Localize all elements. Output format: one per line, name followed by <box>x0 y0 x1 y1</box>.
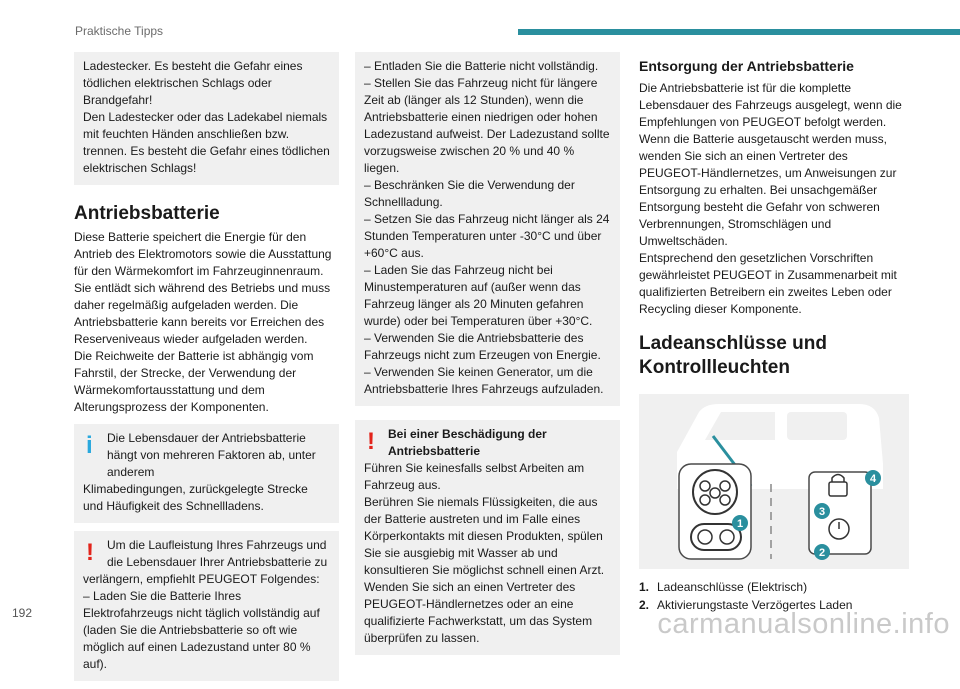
warning-rest: verlängern, empfiehlt PEUGEOT Folgendes: <box>83 572 320 586</box>
column-3 <box>639 52 909 615</box>
info-icon: i <box>86 432 93 459</box>
warning-first-line: Um die Laufleistung Ihres Fahrzeugs und die Lebensdauer Ihrer Antriebsbatterie zu <box>107 538 328 569</box>
damage-warning-line: Berühren Sie niemals Flüssigkeiten, die aus der Batterie austreten und im Falle eines Körperkontakts mit diesen Produkten, spülen Sie sie ausgiebig mit Wasser ab und konsultieren Sie möglichst schnell einen Arzt. <box>364 495 605 577</box>
warning-continuation-box <box>74 52 339 185</box>
paragraph: Die Reichweite der Batterie ist abhängig vom Fahrstil, der Strecke, der Verwendung der Wärmekomfortausstattung und dem Alterungsprozess der Komponenten. <box>74 349 314 414</box>
recommendation-item: – Laden Sie das Fahrzeug nicht bei Minustemperaturen auf (außer wenn das Fahrzeug länger als 20 Minuten gefahren wurde) oder bei Temperaturen über +30°C. <box>364 263 593 328</box>
ac-connector <box>693 470 737 514</box>
section-title-entsorgung: Entsorgung der Antriebsbatterie <box>639 58 854 74</box>
legend-number: 2. <box>639 598 650 612</box>
body-text <box>74 229 339 416</box>
section-title-ladeanschluesse: Ladeanschlüsse und Kontrollleuchten <box>639 333 827 378</box>
recommendation-box <box>355 52 620 406</box>
paragraph: Die Antriebsbatterie ist für die komplette Lebensdauer des Fahrzeugs ausgelegt, wenn die Empfehlungen von PEUGEOT befolgt werden. <box>639 81 902 129</box>
header-rule <box>518 29 960 35</box>
recommendation-item: – Beschränken Sie die Verwendung der Schnellladung. <box>364 178 575 209</box>
column-1 <box>74 52 339 689</box>
info-first-line: Die Lebensdauer der Antriebsbatterie hängt von mehreren Faktoren ab, unter anderem <box>107 431 316 479</box>
charging-port-figure <box>639 394 909 569</box>
damage-warning-title: Bei einer Beschädigung der Antriebsbatterie <box>388 427 547 458</box>
page-number: 192 <box>12 606 33 620</box>
callout-3-label: 3 <box>818 506 826 518</box>
legend-text: Aktivierungstaste Verzögertes Laden <box>657 598 853 612</box>
warning-item: – Laden Sie die Batterie Ihres Elektrofahrzeugs nicht täglich vollständig auf (laden Sie die Antriebsbatterie so oft wie möglich auf einen Ladezustand unter 80 % auf). <box>83 589 320 671</box>
body-text <box>639 80 909 318</box>
callout-4-label: 4 <box>869 473 877 485</box>
recommendation-item: – Setzen Sie das Fahrzeug nicht länger als 24 Stunden Temperaturen unter -30°C und über +60°C aus. <box>364 212 610 260</box>
damage-warning-line: Führen Sie keinesfalls selbst Arbeiten am Fahrzeug aus. <box>364 461 585 492</box>
paragraph: Entsprechend den gesetzlichen Vorschriften gewährleistet PEUGEOT in Zusammenarbeit mit qualifizierten Betreibern ein zweites Leben oder Recycling dieser Komponente. <box>639 251 897 316</box>
recommendation-item: – Stellen Sie das Fahrzeug nicht für längere Zeit ab (länger als 12 Stunden), wenn die Antriebsbatterie einen niedrigen oder hohen Ladezustand aufweist. Der Ladezustand sollte vorzugsweise zwischen 20 % und 40 % liegen. <box>364 76 610 175</box>
warning-box <box>74 531 339 681</box>
warning-icon: ! <box>367 428 375 455</box>
legend-text: Ladeanschlüsse (Elektrisch) <box>657 580 808 594</box>
legend-item <box>639 579 909 596</box>
info-rest: Klimabedingungen, zurückgelegte Strecke und Häufigkeit des Schnellladens. <box>83 482 308 513</box>
section-title-antriebsbatterie: Antriebsbatterie <box>74 203 220 224</box>
box-line: Den Ladestecker oder das Ladekabel niemals mit feuchten Händen anschließen bzw. trennen. Es besteht die Gefahr eines tödlichen elektrischen Schlags! <box>83 110 330 175</box>
legend-number: 1. <box>639 580 650 594</box>
callout-2-label: 2 <box>818 547 826 559</box>
recommendation-item: – Entladen Sie die Batterie nicht vollständig. <box>364 59 599 73</box>
recommendation-item: – Verwenden Sie keinen Generator, um die Antriebsbatterie Ihres Fahrzeugs aufzuladen. <box>364 365 604 396</box>
recommendation-item: – Verwenden Sie die Antriebsbatterie des Fahrzeugs nicht zum Erzeugen von Energie. <box>364 331 601 362</box>
warning-icon: ! <box>86 539 94 566</box>
paragraph: Diese Batterie speichert die Energie für den Antrieb des Elektromotors sowie die Ausstattung für den Wärmekomfort im Fahrzeuginnenraum. Sie entlädt sich während des Betriebs und muss daher regelmäßig aufgeladen werden. Die Antriebsbatterie kann bereits vor Erreichen des Reserveniveaus wieder aufgeladen werden. <box>74 230 332 346</box>
box-line: Ladestecker. Es besteht die Gefahr eines tödlichen elektrischen Schlags oder Brandgefahr! <box>83 59 303 107</box>
info-box <box>74 424 339 523</box>
section-label: Praktische Tipps <box>75 24 164 38</box>
paragraph: Wenn die Batterie ausgetauscht werden muss, wenden Sie sich an einen Vertreter des PEUGEOT-Händlernetzes, um Anweisungen zur Entsorgung zu erhalten. Bei unsachgemäßer Entsorgung besteht die Gefahr von schweren Verbrennungen, Stromschlägen und Umweltschäden. <box>639 132 897 248</box>
damage-warning-line: Wenden Sie sich an einen Vertreter des PEUGEOT-Händlernetzes oder an eine qualifizierte Fachwerkstatt, um das System überprüfen zu lassen. <box>364 580 593 645</box>
column-2 <box>355 52 620 663</box>
charging-port-illustration <box>639 394 909 569</box>
vehicle-window <box>787 412 847 440</box>
watermark: carmanualsonline.info <box>657 608 950 640</box>
damage-warning-box <box>355 420 620 655</box>
callout-1-label: 1 <box>736 518 744 530</box>
